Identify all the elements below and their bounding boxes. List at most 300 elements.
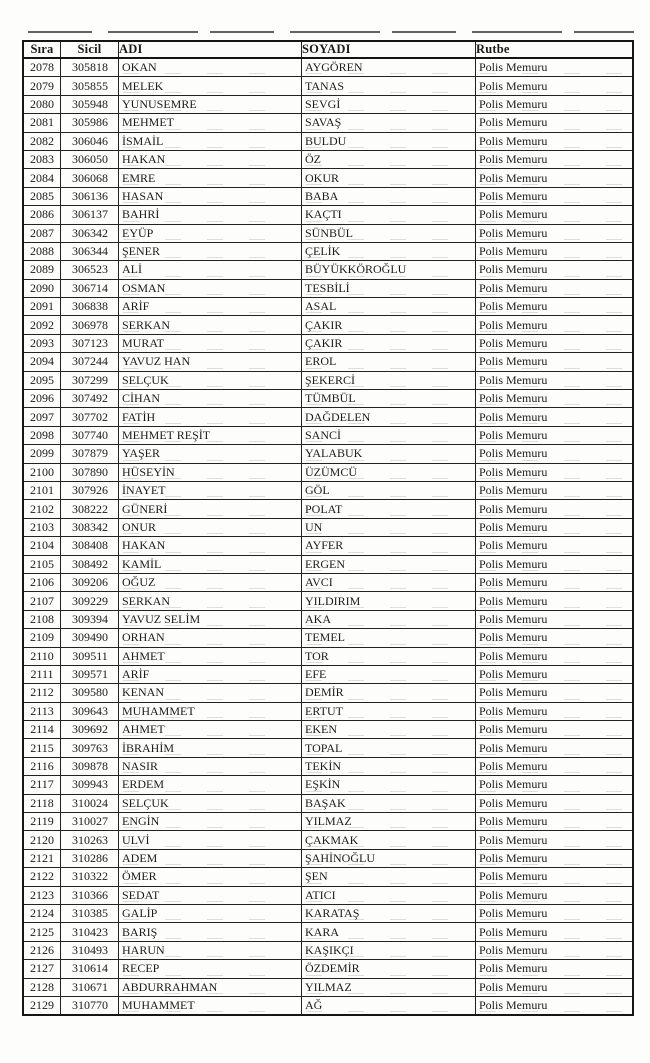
cell-sira: 2081 — [23, 114, 61, 132]
cell-soyadi: ŞEN — [302, 868, 476, 886]
cell-sicil: 309571 — [61, 665, 119, 683]
cell-adi: HASAN — [119, 187, 302, 205]
cell-adi: FATİH — [119, 408, 302, 426]
cell-rutbe: Polis Memuru — [476, 224, 634, 242]
cell-adi: ŞENER — [119, 242, 302, 260]
cell-sira: 2104 — [23, 537, 61, 555]
cell-sira: 2127 — [23, 960, 61, 978]
cell-adi: ONUR — [119, 518, 302, 536]
cell-soyadi: AVCI — [302, 573, 476, 591]
cell-adi: MURAT — [119, 334, 302, 352]
cell-adi: BAHRİ — [119, 206, 302, 224]
cell-sira: 2100 — [23, 463, 61, 481]
cell-adi: MUHAMMET — [119, 996, 302, 1015]
table-row — [23, 242, 633, 260]
cell-soyadi: ERTUT — [302, 702, 476, 720]
cell-sicil: 309943 — [61, 776, 119, 794]
cell-soyadi: SAVAŞ — [302, 114, 476, 132]
cell-adi: HÜSEYİN — [119, 463, 302, 481]
table-row — [23, 849, 633, 867]
cell-soyadi: BÜYÜKKÖROĞLU — [302, 261, 476, 279]
cell-rutbe: Polis Memuru — [476, 261, 634, 279]
table-row — [23, 978, 633, 996]
cell-adi: HARUN — [119, 941, 302, 959]
cell-soyadi: EKEN — [302, 721, 476, 739]
table-row — [23, 298, 633, 316]
cell-rutbe: Polis Memuru — [476, 665, 634, 683]
cell-rutbe: Polis Memuru — [476, 279, 634, 297]
cell-rutbe: Polis Memuru — [476, 242, 634, 260]
cell-sicil: 308342 — [61, 518, 119, 536]
cell-sicil: 307702 — [61, 408, 119, 426]
table-row — [23, 941, 633, 959]
cell-adi: YAŞER — [119, 445, 302, 463]
cell-sicil: 307879 — [61, 445, 119, 463]
cell-soyadi: TESBİLİ — [302, 279, 476, 297]
cell-soyadi: KAŞIKÇI — [302, 941, 476, 959]
table-row — [23, 757, 633, 775]
cell-sira: 2108 — [23, 610, 61, 628]
cell-soyadi: ÜZÜMCÜ — [302, 463, 476, 481]
cell-soyadi: AYFER — [302, 537, 476, 555]
cell-sicil: 307299 — [61, 371, 119, 389]
table-row — [23, 334, 633, 352]
cell-soyadi: SEVGİ — [302, 95, 476, 113]
cell-soyadi: SÜNBÜL — [302, 224, 476, 242]
cell-sicil: 310770 — [61, 996, 119, 1015]
cell-sicil: 305818 — [61, 58, 119, 77]
cell-adi: ABDURRAHMAN — [119, 978, 302, 996]
cell-rutbe: Polis Memuru — [476, 923, 634, 941]
cell-rutbe: Polis Memuru — [476, 739, 634, 757]
cell-adi: HAKAN — [119, 150, 302, 168]
table-row — [23, 996, 633, 1015]
cell-adi: OKAN — [119, 58, 302, 77]
cell-sicil: 306068 — [61, 169, 119, 187]
cell-sicil: 308408 — [61, 537, 119, 555]
cell-sicil: 309206 — [61, 573, 119, 591]
cell-rutbe: Polis Memuru — [476, 904, 634, 922]
cell-sira: 2118 — [23, 794, 61, 812]
cell-sicil: 309394 — [61, 610, 119, 628]
cell-adi: OSMAN — [119, 279, 302, 297]
cell-rutbe: Polis Memuru — [476, 647, 634, 665]
cell-adi: CİHAN — [119, 390, 302, 408]
cell-sira: 2120 — [23, 831, 61, 849]
table-row — [23, 684, 633, 702]
cell-soyadi: KARA — [302, 923, 476, 941]
cell-sicil: 309692 — [61, 721, 119, 739]
cell-sicil: 310286 — [61, 849, 119, 867]
cell-adi: SEDAT — [119, 886, 302, 904]
cell-rutbe: Polis Memuru — [476, 629, 634, 647]
cell-rutbe: Polis Memuru — [476, 316, 634, 334]
cell-sira: 2123 — [23, 886, 61, 904]
cell-sicil: 307740 — [61, 426, 119, 444]
cell-sicil: 306050 — [61, 150, 119, 168]
cell-sicil: 305986 — [61, 114, 119, 132]
table-row — [23, 573, 633, 591]
cell-soyadi: TEMEL — [302, 629, 476, 647]
cell-rutbe: Polis Memuru — [476, 831, 634, 849]
table-row — [23, 206, 633, 224]
table-row — [23, 371, 633, 389]
table-row — [23, 592, 633, 610]
cell-sira: 2110 — [23, 647, 61, 665]
cell-rutbe: Polis Memuru — [476, 702, 634, 720]
cell-soyadi: AYGÖREN — [302, 58, 476, 77]
cell-sira: 2111 — [23, 665, 61, 683]
cell-soyadi: SANCİ — [302, 426, 476, 444]
column-header-adi: ADI — [119, 41, 302, 58]
cell-sira: 2084 — [23, 169, 61, 187]
cell-adi: GÜNERİ — [119, 500, 302, 518]
cell-rutbe: Polis Memuru — [476, 996, 634, 1015]
cell-sira: 2125 — [23, 923, 61, 941]
cell-rutbe: Polis Memuru — [476, 95, 634, 113]
cell-sira: 2128 — [23, 978, 61, 996]
table-row — [23, 132, 633, 150]
cell-rutbe: Polis Memuru — [476, 298, 634, 316]
cell-adi: SELÇUK — [119, 371, 302, 389]
table-row — [23, 500, 633, 518]
cell-sira: 2124 — [23, 904, 61, 922]
cell-sicil: 306136 — [61, 187, 119, 205]
cell-soyadi: DAĞDELEN — [302, 408, 476, 426]
table-row — [23, 463, 633, 481]
cell-sicil: 310385 — [61, 904, 119, 922]
cell-adi: OĞUZ — [119, 573, 302, 591]
cell-sicil: 309643 — [61, 702, 119, 720]
cell-sicil: 310493 — [61, 941, 119, 959]
cell-soyadi: ÖZDEMİR — [302, 960, 476, 978]
table-row — [23, 187, 633, 205]
cell-adi: İBRAHİM — [119, 739, 302, 757]
table-row — [23, 58, 633, 77]
table-row — [23, 390, 633, 408]
cell-sira: 2119 — [23, 813, 61, 831]
cell-soyadi: BABA — [302, 187, 476, 205]
table-row — [23, 537, 633, 555]
cell-soyadi: ŞEKERCİ — [302, 371, 476, 389]
cell-sicil: 307123 — [61, 334, 119, 352]
cell-sicil: 310423 — [61, 923, 119, 941]
cell-adi: ULVİ — [119, 831, 302, 849]
cell-sira: 2109 — [23, 629, 61, 647]
cell-soyadi: ÇAKIR — [302, 334, 476, 352]
cell-rutbe: Polis Memuru — [476, 960, 634, 978]
cell-adi: ENGİN — [119, 813, 302, 831]
cell-rutbe: Polis Memuru — [476, 592, 634, 610]
cell-adi: BARIŞ — [119, 923, 302, 941]
cell-sira: 2094 — [23, 353, 61, 371]
cell-rutbe: Polis Memuru — [476, 114, 634, 132]
cell-soyadi: ATICI — [302, 886, 476, 904]
cell-sira: 2099 — [23, 445, 61, 463]
cell-sicil: 305855 — [61, 77, 119, 95]
cell-sira: 2092 — [23, 316, 61, 334]
cell-sira: 2114 — [23, 721, 61, 739]
cell-soyadi: TÜMBÜL — [302, 390, 476, 408]
cell-sicil: 306137 — [61, 206, 119, 224]
table-row — [23, 114, 633, 132]
cell-sira: 2082 — [23, 132, 61, 150]
cell-soyadi: BULDU — [302, 132, 476, 150]
cell-rutbe: Polis Memuru — [476, 169, 634, 187]
table-row — [23, 813, 633, 831]
table-row — [23, 868, 633, 886]
cell-adi: SELÇUK — [119, 794, 302, 812]
cell-sira: 2088 — [23, 242, 61, 260]
cell-soyadi: ÇELİK — [302, 242, 476, 260]
cell-rutbe: Polis Memuru — [476, 794, 634, 812]
cell-sicil: 306342 — [61, 224, 119, 242]
cell-soyadi: TANAS — [302, 77, 476, 95]
cell-sicil: 307492 — [61, 390, 119, 408]
cell-rutbe: Polis Memuru — [476, 537, 634, 555]
cell-soyadi: GÖL — [302, 481, 476, 499]
cell-sira: 2101 — [23, 481, 61, 499]
table-row — [23, 647, 633, 665]
personnel-roster-table — [22, 40, 634, 1016]
cell-sicil: 308492 — [61, 555, 119, 573]
cell-soyadi: YILMAZ — [302, 813, 476, 831]
cell-soyadi: DEMİR — [302, 684, 476, 702]
table-row — [23, 316, 633, 334]
cell-rutbe: Polis Memuru — [476, 426, 634, 444]
cell-sicil: 310671 — [61, 978, 119, 996]
table-row — [23, 721, 633, 739]
roster-table-header — [23, 41, 633, 58]
cell-sicil: 306838 — [61, 298, 119, 316]
cell-adi: MUHAMMET — [119, 702, 302, 720]
cell-soyadi: BAŞAK — [302, 794, 476, 812]
cell-adi: SERKAN — [119, 316, 302, 334]
cell-sicil: 310027 — [61, 813, 119, 831]
cell-adi: ORHAN — [119, 629, 302, 647]
cell-sicil: 310024 — [61, 794, 119, 812]
table-row — [23, 831, 633, 849]
cell-adi: İSMAİL — [119, 132, 302, 150]
cell-adi: ERDEM — [119, 776, 302, 794]
cell-sira: 2107 — [23, 592, 61, 610]
table-row — [23, 426, 633, 444]
cell-soyadi: YILDIRIM — [302, 592, 476, 610]
table-row — [23, 886, 633, 904]
table-row — [23, 702, 633, 720]
table-row — [23, 169, 633, 187]
cell-soyadi: TOR — [302, 647, 476, 665]
cell-soyadi: OKUR — [302, 169, 476, 187]
cell-sira: 2078 — [23, 58, 61, 77]
cell-soyadi: YILMAZ — [302, 978, 476, 996]
cell-soyadi: YALABUK — [302, 445, 476, 463]
cell-sira: 2113 — [23, 702, 61, 720]
cell-sicil: 309229 — [61, 592, 119, 610]
table-row — [23, 904, 633, 922]
cell-sira: 2105 — [23, 555, 61, 573]
cell-rutbe: Polis Memuru — [476, 610, 634, 628]
table-row — [23, 95, 633, 113]
cell-rutbe: Polis Memuru — [476, 77, 634, 95]
cell-soyadi: ASAL — [302, 298, 476, 316]
table-row — [23, 960, 633, 978]
cell-sira: 2090 — [23, 279, 61, 297]
cell-soyadi: EROL — [302, 353, 476, 371]
table-row — [23, 445, 633, 463]
table-row — [23, 555, 633, 573]
cell-sicil: 309580 — [61, 684, 119, 702]
cell-adi: YAVUZ HAN — [119, 353, 302, 371]
cell-rutbe: Polis Memuru — [476, 390, 634, 408]
cell-adi: KAMİL — [119, 555, 302, 573]
cell-sicil: 307926 — [61, 481, 119, 499]
cell-rutbe: Polis Memuru — [476, 445, 634, 463]
cell-sicil: 306714 — [61, 279, 119, 297]
cell-rutbe: Polis Memuru — [476, 941, 634, 959]
cell-soyadi: EFE — [302, 665, 476, 683]
column-header-sicil: Sicil — [61, 41, 119, 58]
cell-rutbe: Polis Memuru — [476, 150, 634, 168]
cell-sicil: 307890 — [61, 463, 119, 481]
cell-sicil: 309511 — [61, 647, 119, 665]
table-row — [23, 518, 633, 536]
cell-sicil: 308222 — [61, 500, 119, 518]
cell-sicil: 309490 — [61, 629, 119, 647]
cell-adi: ALİ — [119, 261, 302, 279]
cell-adi: ARİF — [119, 298, 302, 316]
cell-sicil: 306046 — [61, 132, 119, 150]
cell-rutbe: Polis Memuru — [476, 371, 634, 389]
cell-sira: 2097 — [23, 408, 61, 426]
cell-soyadi: TOPAL — [302, 739, 476, 757]
cell-soyadi: TEKİN — [302, 757, 476, 775]
table-row — [23, 923, 633, 941]
table-row — [23, 794, 633, 812]
cell-sira: 2087 — [23, 224, 61, 242]
cell-sira: 2117 — [23, 776, 61, 794]
column-header-soyadi: SOYADI — [302, 41, 476, 58]
cell-soyadi: KAÇTI — [302, 206, 476, 224]
cell-adi: HAKAN — [119, 537, 302, 555]
cell-soyadi: KARATAŞ — [302, 904, 476, 922]
cell-adi: AHMET — [119, 647, 302, 665]
cell-sira: 2112 — [23, 684, 61, 702]
cell-adi: MELEK — [119, 77, 302, 95]
table-row — [23, 665, 633, 683]
cell-sicil: 306344 — [61, 242, 119, 260]
table-row — [23, 279, 633, 297]
cell-sicil: 309763 — [61, 739, 119, 757]
cell-adi: ARİF — [119, 665, 302, 683]
cell-sicil: 310366 — [61, 886, 119, 904]
cell-soyadi: ÖZ — [302, 150, 476, 168]
cell-rutbe: Polis Memuru — [476, 573, 634, 591]
cell-rutbe: Polis Memuru — [476, 518, 634, 536]
cell-sira: 2102 — [23, 500, 61, 518]
table-row — [23, 224, 633, 242]
cell-adi: SERKAN — [119, 592, 302, 610]
cell-rutbe: Polis Memuru — [476, 813, 634, 831]
cell-sicil: 310322 — [61, 868, 119, 886]
table-row — [23, 353, 633, 371]
cell-soyadi: AĞ — [302, 996, 476, 1015]
cell-rutbe: Polis Memuru — [476, 886, 634, 904]
cell-adi: KENAN — [119, 684, 302, 702]
cell-sira: 2116 — [23, 757, 61, 775]
cell-soyadi: POLAT — [302, 500, 476, 518]
table-row — [23, 610, 633, 628]
cell-sira: 2086 — [23, 206, 61, 224]
cell-rutbe: Polis Memuru — [476, 868, 634, 886]
cell-sicil: 306523 — [61, 261, 119, 279]
cell-adi: İNAYET — [119, 481, 302, 499]
cell-sicil: 307244 — [61, 353, 119, 371]
cell-adi: EMRE — [119, 169, 302, 187]
cell-sicil: 310614 — [61, 960, 119, 978]
table-row — [23, 408, 633, 426]
header-row — [23, 41, 633, 58]
cell-sira: 2089 — [23, 261, 61, 279]
cell-soyadi: ÇAKMAK — [302, 831, 476, 849]
cell-adi: MEHMET — [119, 114, 302, 132]
cell-rutbe: Polis Memuru — [476, 353, 634, 371]
table-row — [23, 629, 633, 647]
cell-sira: 2129 — [23, 996, 61, 1015]
cell-rutbe: Polis Memuru — [476, 978, 634, 996]
cell-sira: 2121 — [23, 849, 61, 867]
cell-soyadi: ÇAKIR — [302, 316, 476, 334]
cell-adi: NASIR — [119, 757, 302, 775]
column-header-sira: Sıra — [23, 41, 61, 58]
table-row — [23, 77, 633, 95]
cell-sira: 2122 — [23, 868, 61, 886]
cell-sira: 2079 — [23, 77, 61, 95]
column-header-rutbe: Rutbe — [476, 41, 634, 58]
cell-adi: AHMET — [119, 721, 302, 739]
cell-soyadi: EŞKİN — [302, 776, 476, 794]
cell-sira: 2096 — [23, 390, 61, 408]
cell-sira: 2080 — [23, 95, 61, 113]
cell-adi: ADEM — [119, 849, 302, 867]
cell-rutbe: Polis Memuru — [476, 334, 634, 352]
cell-rutbe: Polis Memuru — [476, 684, 634, 702]
cell-adi: YAVUZ SELİM — [119, 610, 302, 628]
cell-adi: EYÜP — [119, 224, 302, 242]
cell-adi: ÖMER — [119, 868, 302, 886]
cell-soyadi: ŞAHİNOĞLU — [302, 849, 476, 867]
cell-adi: GALİP — [119, 904, 302, 922]
cell-rutbe: Polis Memuru — [476, 187, 634, 205]
cell-sira: 2106 — [23, 573, 61, 591]
cell-rutbe: Polis Memuru — [476, 500, 634, 518]
table-row — [23, 481, 633, 499]
cell-sira: 2091 — [23, 298, 61, 316]
cell-sira: 2115 — [23, 739, 61, 757]
scan-artifact-line — [28, 31, 634, 33]
cell-sira: 2095 — [23, 371, 61, 389]
cell-sira: 2126 — [23, 941, 61, 959]
cell-rutbe: Polis Memuru — [476, 849, 634, 867]
cell-sicil: 305948 — [61, 95, 119, 113]
cell-rutbe: Polis Memuru — [476, 481, 634, 499]
cell-sicil: 310263 — [61, 831, 119, 849]
cell-adi: YUNUSEMRE — [119, 95, 302, 113]
table-row — [23, 150, 633, 168]
cell-soyadi: UN — [302, 518, 476, 536]
cell-rutbe: Polis Memuru — [476, 408, 634, 426]
cell-rutbe: Polis Memuru — [476, 757, 634, 775]
